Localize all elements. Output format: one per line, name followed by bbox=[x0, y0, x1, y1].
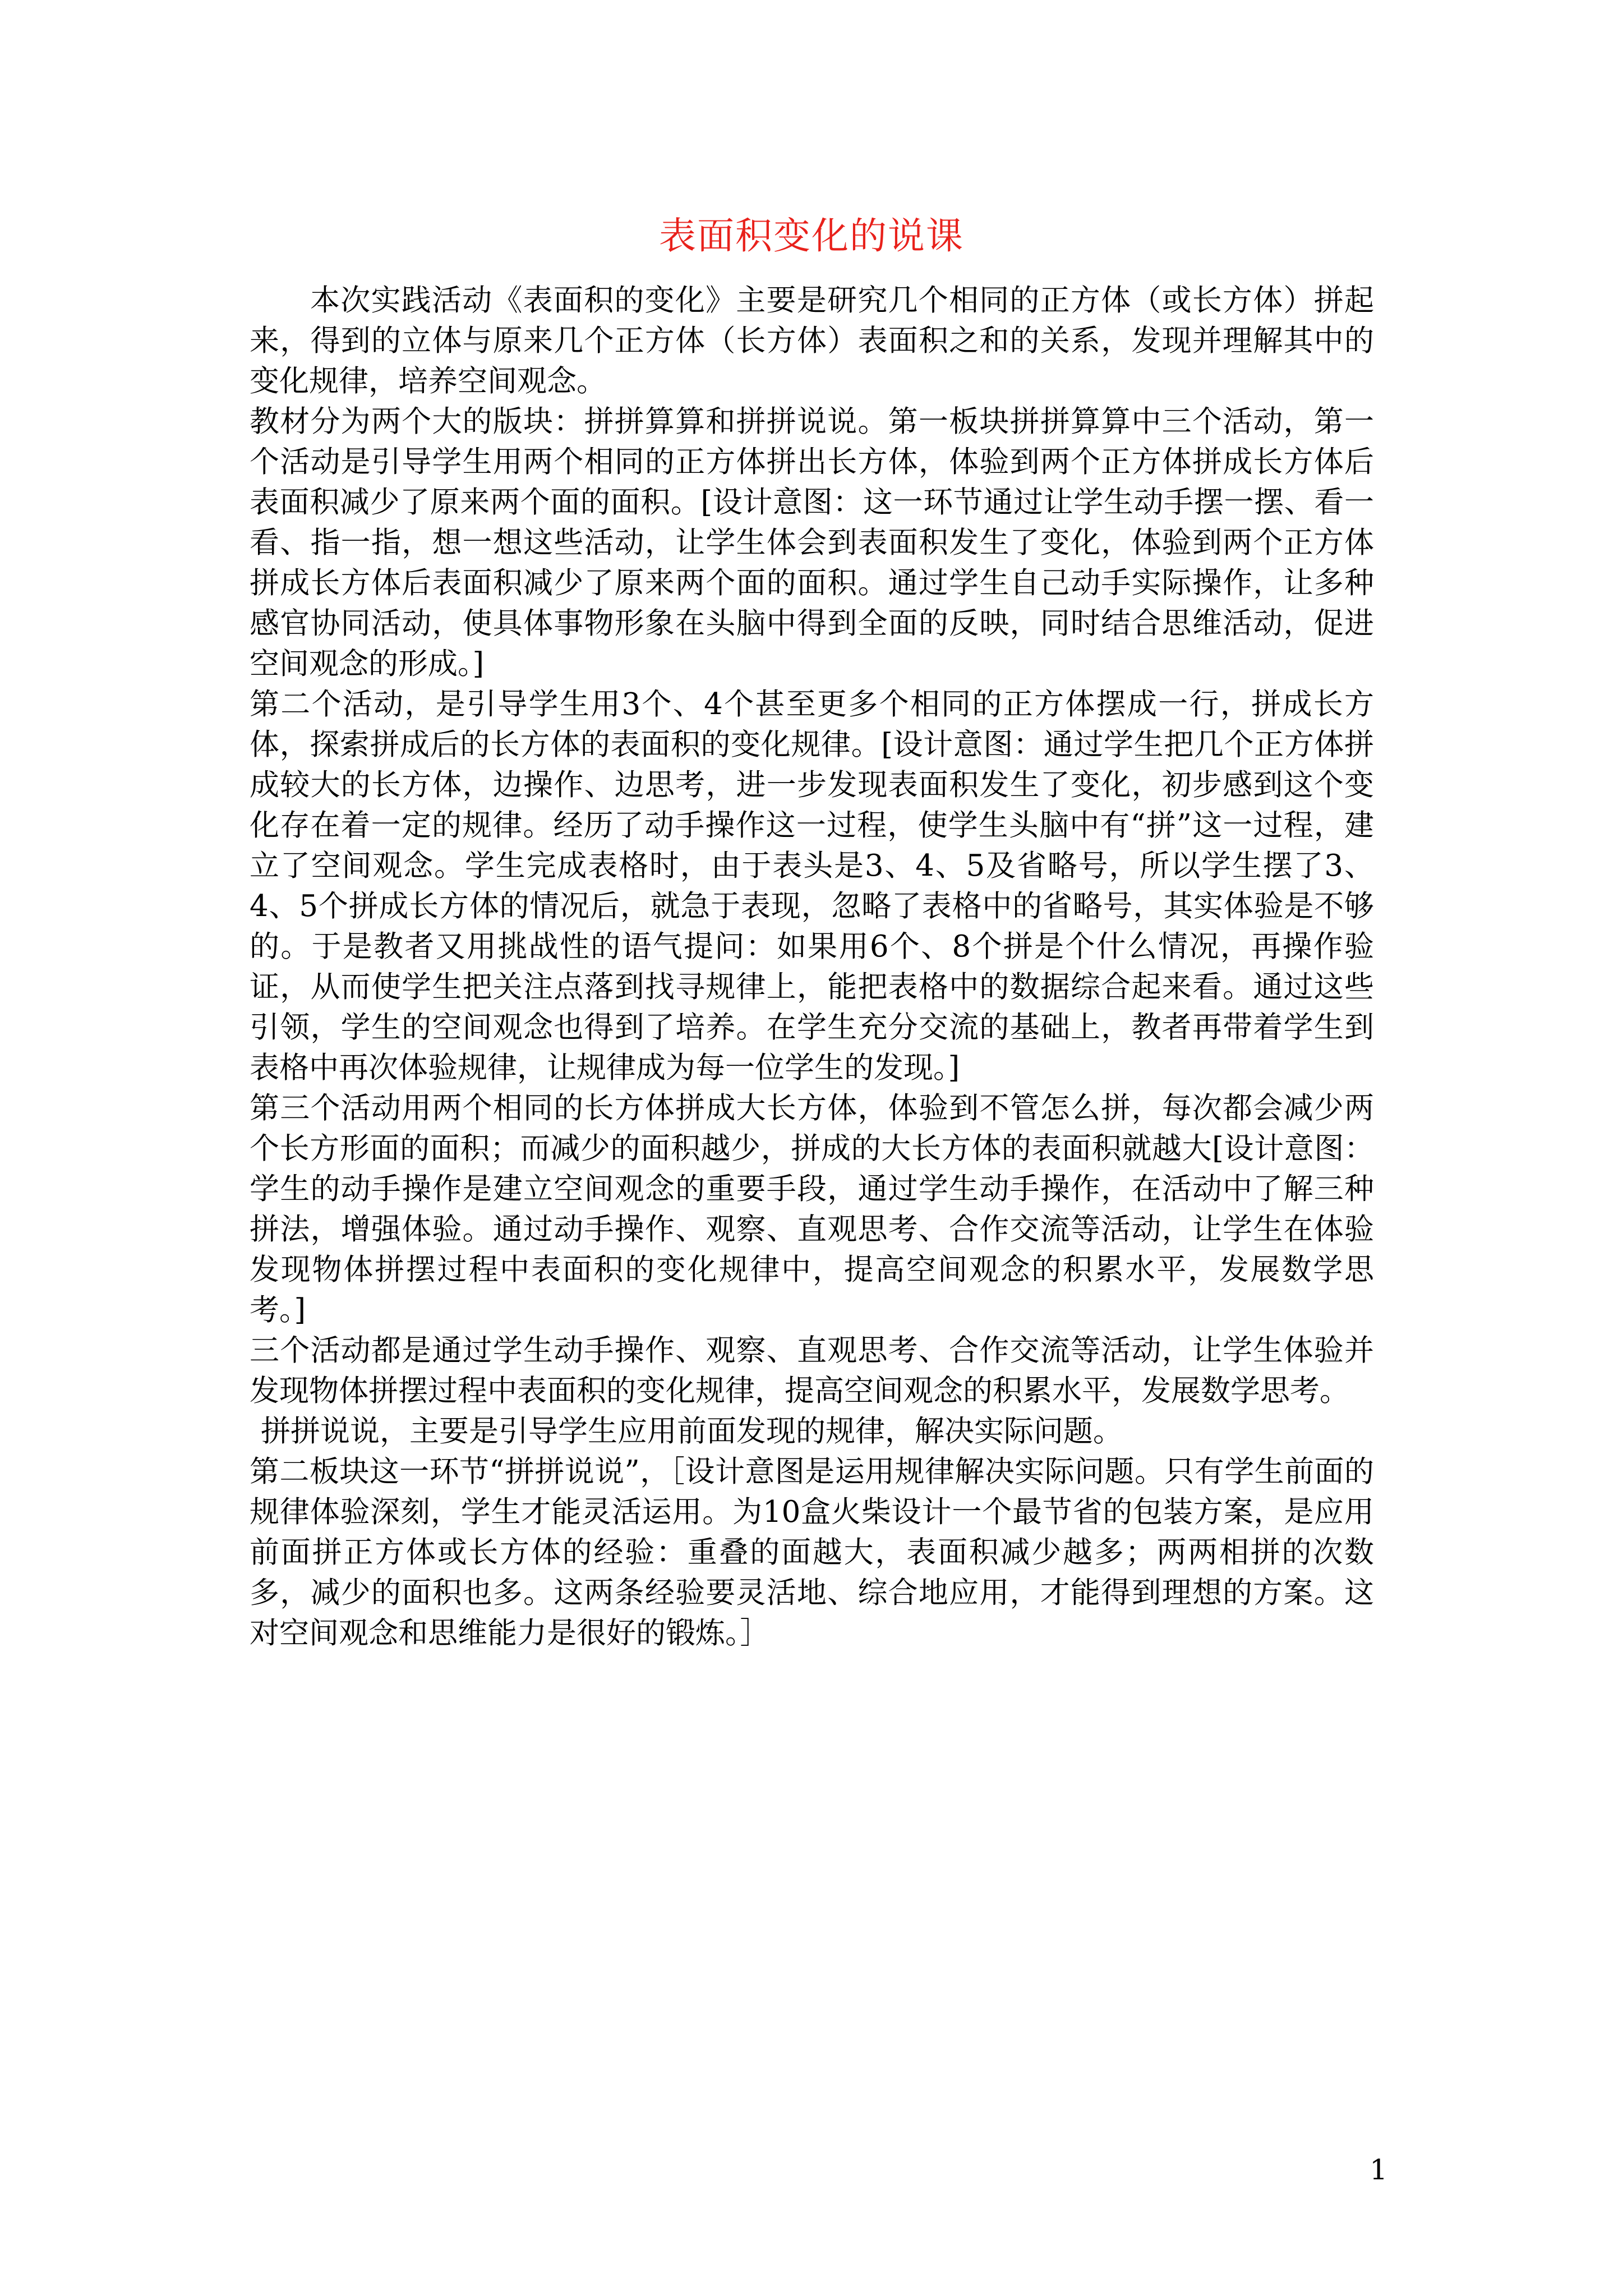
paragraph-pinpin-shuoshuo: 拼拼说说，主要是引导学生应用前面发现的规律，解决实际问题。 bbox=[261, 1414, 1123, 1448]
document-body bbox=[250, 280, 1374, 1654]
paragraph-second-block: 第二板块这一环节“拼拼说说”，［设计意图是运用规律解决实际问题。只有学生前面的规律体验深刻，学生才能灵活运用。为10盒火柴设计一个最节省的包装方案，是应用前面拼正方体或长方体的经验：重叠的面越大，表面积减少越多；两两相拼的次数多，减少的面积也多。这两条经验要灵活地、综合地应用，才能得到理想的方案。这对空间观念和思维能力是很好的锻炼。］ bbox=[250, 1455, 1374, 1650]
document-title: 表面积变化的说课 bbox=[659, 214, 964, 257]
paragraph-second-activity: 第二个活动，是引导学生用3个、4个甚至更多个相同的正方体摆成一行，拼成长方体，探索拼成后的长方体的表面积的变化规律。[设计意图：通过学生把几个正方体拼成较大的长方体，边操作、边思考，进一步发现表面积发生了变化，初步感到这个变化存在着一定的规律。经历了动手操作这一过程，使学生头脑中有“拼”这一过程，建立了空间观念。学生完成表格时，由于表头是3、4、5及省略号，所以学生摆了3、4、5个拼成长方体的情况后，就急于表现，忽略了表格中的省略号，其实体验是不够的。于是教者又用挑战性的语气提问：如果用6个、8个拼是个什么情况，再操作验证，从而使学生把关注点落到找寻规律上，能把表格中的数据综合起来看。通过这些引领，学生的空间观念也得到了培养。在学生充分交流的基础上，教者再带着学生到表格中再次体验规律，让规律成为每一位学生的发现。] bbox=[250, 687, 1374, 1085]
paragraph-summary: 三个活动都是通过学生动手操作、观察、直观思考、合作交流等活动，让学生体验并发现物体拼摆过程中表面积的变化规律，提高空间观念的积累水平，发展数学思考。 bbox=[250, 1333, 1374, 1408]
paragraph-first-activity: 教材分为两个大的版块：拼拼算算和拼拼说说。第一板块拼拼算算中三个活动，第一个活动是引导学生用两个相同的正方体拼出长方体，体验到两个正方体拼成长方体后表面积减少了原来两个面的面积。[设计意图：这一环节通过让学生动手摆一摆、看一看、指一指，想一想这些活动，让学生体会到表面积发生了变化，体验到两个正方体拼成长方体后表面积减少了原来两个面的面积。通过学生自己动手实际操作，让多种感官协同活动，使具体事物形象在头脑中得到全面的反映，同时结合思维活动，促进空间观念的形成。] bbox=[250, 404, 1374, 681]
paragraph-intro: 本次实践活动《表面积的变化》主要是研究几个相同的正方体（或长方体）拼起来，得到的立体与原来几个正方体（长方体）表面积之和的关系，发现并理解其中的变化规律，培养空间观念。 bbox=[250, 283, 1374, 398]
paragraph-third-activity: 第三个活动用两个相同的长方体拼成大长方体，体验到不管怎么拼，每次都会减少两个长方形面的面积；而减少的面积越少，拼成的大长方体的表面积就越大[设计意图：学生的动手操作是建立空间观念的重要手段，通过学生动手操作，在活动中了解三种拼法，增强体验。通过动手操作、观察、直观思考、合作交流等活动，让学生在体验发现物体拼摆过程中表面积的变化规律中，提高空间观念的积累水平，发展数学思考。] bbox=[250, 1091, 1374, 1327]
page-number: 1 bbox=[1370, 2154, 1387, 2186]
